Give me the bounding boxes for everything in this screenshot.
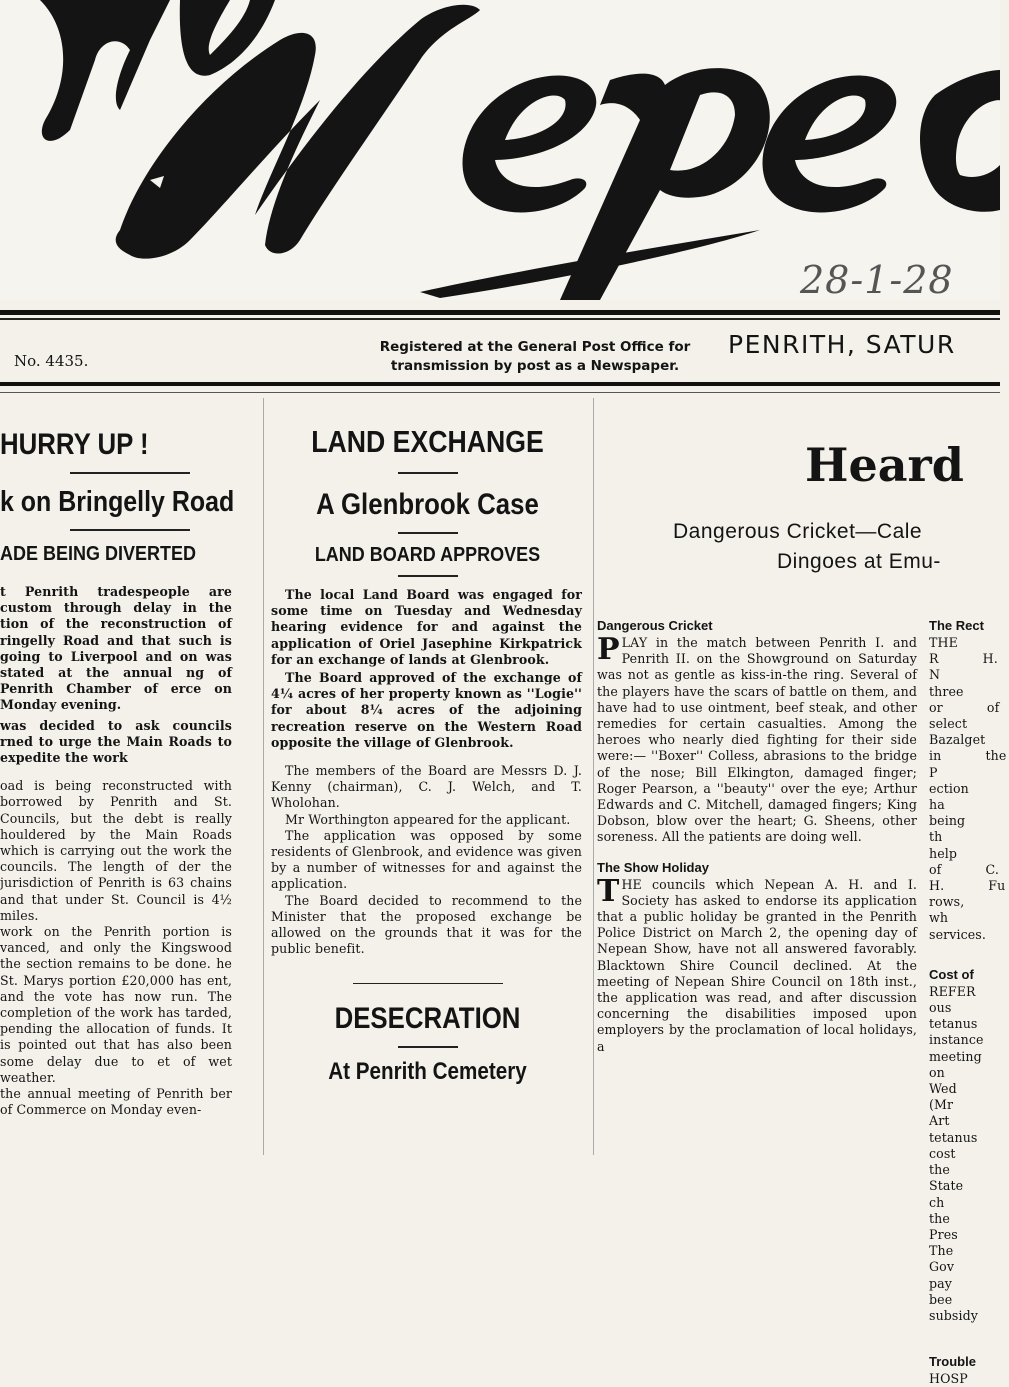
paragraph: work on the Penrith portion is vanced, and only the Kingswood the section remains to be done. he St. Marys portion £20,000 has ent, and the vote has now run. The completion of the work has tarded, pending the allocation of funds. It is pointed out that has also been some delay due to et of wet weather. xyxy=(0,924,232,1085)
subheadline-cemetery: At Penrith Cemetery xyxy=(328,1058,527,1086)
paragraph: was decided to ask councils rned to urge the Main Roads to expedite the work xyxy=(0,717,232,766)
registration-line-2: transmission by post as a Newspaper. xyxy=(390,358,680,374)
section-deck-line-2: Dingoes at Emu- xyxy=(777,550,941,573)
paragraph: the annual meeting of Penrith ber of Commerce on Monday even- xyxy=(0,1086,232,1118)
article-hurry-up xyxy=(0,418,262,1155)
story-heading-cricket: Dangerous Cricket xyxy=(597,618,713,633)
side-heading: Trouble xyxy=(929,1354,976,1370)
drop-cap: T xyxy=(597,873,620,909)
headline: LAND EXCHANGE xyxy=(311,424,544,459)
section-heading: Heard xyxy=(805,438,964,492)
side-text: THE R H. N three or of select Bazalget in the P ection ha being th help of C. H. Fu rows, wh services. xyxy=(929,635,1007,942)
handwritten-date: 28-1-28 xyxy=(800,258,954,302)
drop-cap: P xyxy=(597,632,620,667)
story-text: HE councils which Nepean A. H. and I. Society has asked to endorse its application that a public holiday be granted in the Penrith Police District on March 2, the opening day of Nepean Show, have not all answered favorably. Blacktown Shire Council declined. At the meeting of Nepean Shire Council on 18th inst., the application was read, and after discussion concerning the disabilities imposed upon employers by the proclamation of local holidays, a xyxy=(597,876,917,1054)
paragraph: The Board approved of the exchange of 4¼ acres of her property known as ''Logie'' for about 8¼ acres of the adjoining recreation reserve on the Western Road opposite the village of Glenbrook. xyxy=(271,670,582,750)
issue-number: No. 4435. xyxy=(14,352,89,370)
article-land-exchange xyxy=(265,418,590,1155)
divider-rule xyxy=(353,983,503,984)
dateline-rule-thin xyxy=(0,392,1000,393)
place-date: PENRITH, SATUR xyxy=(728,330,956,359)
deck: LAND BOARD APPROVES xyxy=(314,544,541,566)
side-text: REFER ous tetanus instance meeting on Wed (Mr Art tetanus cost the State ch the Pres The Gov pay bee subsidy xyxy=(929,983,984,1323)
headline: HURRY UP ! xyxy=(0,428,149,461)
divider-rule xyxy=(70,529,190,531)
paragraph: t Penrith tradespeople are custom through delay in the tion of the reconstruction of ringelly Road and that such is going to Liverpool and on was stated at the annual ng of Penrith Chamber of erce on Monday evening. xyxy=(0,584,232,713)
side-column xyxy=(929,618,1009,1387)
story-heading-show-holiday: The Show Holiday xyxy=(597,859,709,875)
divider-rule xyxy=(398,575,458,577)
column-divider xyxy=(263,398,264,1155)
paragraph: The Board decided to recommend to the Minister that the proposed exchange be allowed on the grounds that it was for the public benefit. xyxy=(271,892,582,957)
subheadline: k on Bringelly Road xyxy=(0,486,235,518)
dateline-rule xyxy=(0,382,1000,386)
masthead xyxy=(0,0,1000,300)
paragraph: Mr Worthington appeared for the applicant. xyxy=(285,811,571,827)
story-text: LAY in the match between Penrith I. and Penrith II. on the Showground on Saturday was not as gentle as kiss-in-the ring. Several of the players have the scars of battle on them, and have had to use ointment, beef steak, and other remedies for certain casualties. Among the heroes who nearly died fighting for their side were:— ''Boxer'' Colless, abrasions to the bridge of the nose; Bill Elkington, damaged finger; Roger Pearson, a ''beauty'' over the eye; Arthur Edwards and C. Mitchell, damaged fingers; King Dobson, blow over the heart; G. Sheens, other soreness. All the patients are doing well. xyxy=(597,635,917,845)
story-column xyxy=(597,618,917,1055)
story-show-holiday xyxy=(597,873,917,1055)
article-heard xyxy=(595,418,1007,1387)
divider-rule xyxy=(70,472,190,474)
paragraph: The application was opposed by some residents of Glenbrook, and evidence was given by a number of witnesses for and against the application. xyxy=(271,827,582,892)
divider-rule xyxy=(398,532,458,534)
side-text: HOSP xyxy=(929,1371,968,1387)
subheadline: A Glenbrook Case xyxy=(316,488,539,521)
column-divider xyxy=(593,398,594,1155)
side-heading: The Rect xyxy=(929,618,984,633)
masthead-logo xyxy=(0,0,1000,300)
side-heading: Cost of xyxy=(929,966,974,982)
section-deck-line-1: Dangerous Cricket—Cale xyxy=(673,520,923,543)
divider-rule xyxy=(398,472,458,474)
registration-line-1: Registered at the General Post Office for xyxy=(379,339,691,355)
divider-rule xyxy=(398,1046,458,1048)
masthead-rule-thin xyxy=(0,318,1000,320)
paragraph: The members of the Board are Messrs D. J. Kenny (chairman), C. J. Welch, and T. Wholohan. xyxy=(271,763,582,811)
masthead-rule xyxy=(0,310,1000,315)
registration-notice xyxy=(370,338,700,376)
headline-desecration: DESECRATION xyxy=(334,1002,521,1036)
story-cricket xyxy=(597,632,917,846)
paragraph: oad is being reconstructed with borrowed by Penrith and St. Councils, but the debt is really houldered by the Main Roads which is carrying out the work the councils. The length of der the jurisdiction of Penrith is 63 chains and that under St. Council is 4½ miles. xyxy=(0,778,232,923)
paragraph: The local Land Board was engaged for some time on Tuesday and Wednesday hearing evidence for and against the application of Oriel Jasephine Kirkpatrick for an exchange of lands at Glenbrook. xyxy=(271,587,582,667)
deck: ADE BEING DIVERTED xyxy=(0,543,197,565)
